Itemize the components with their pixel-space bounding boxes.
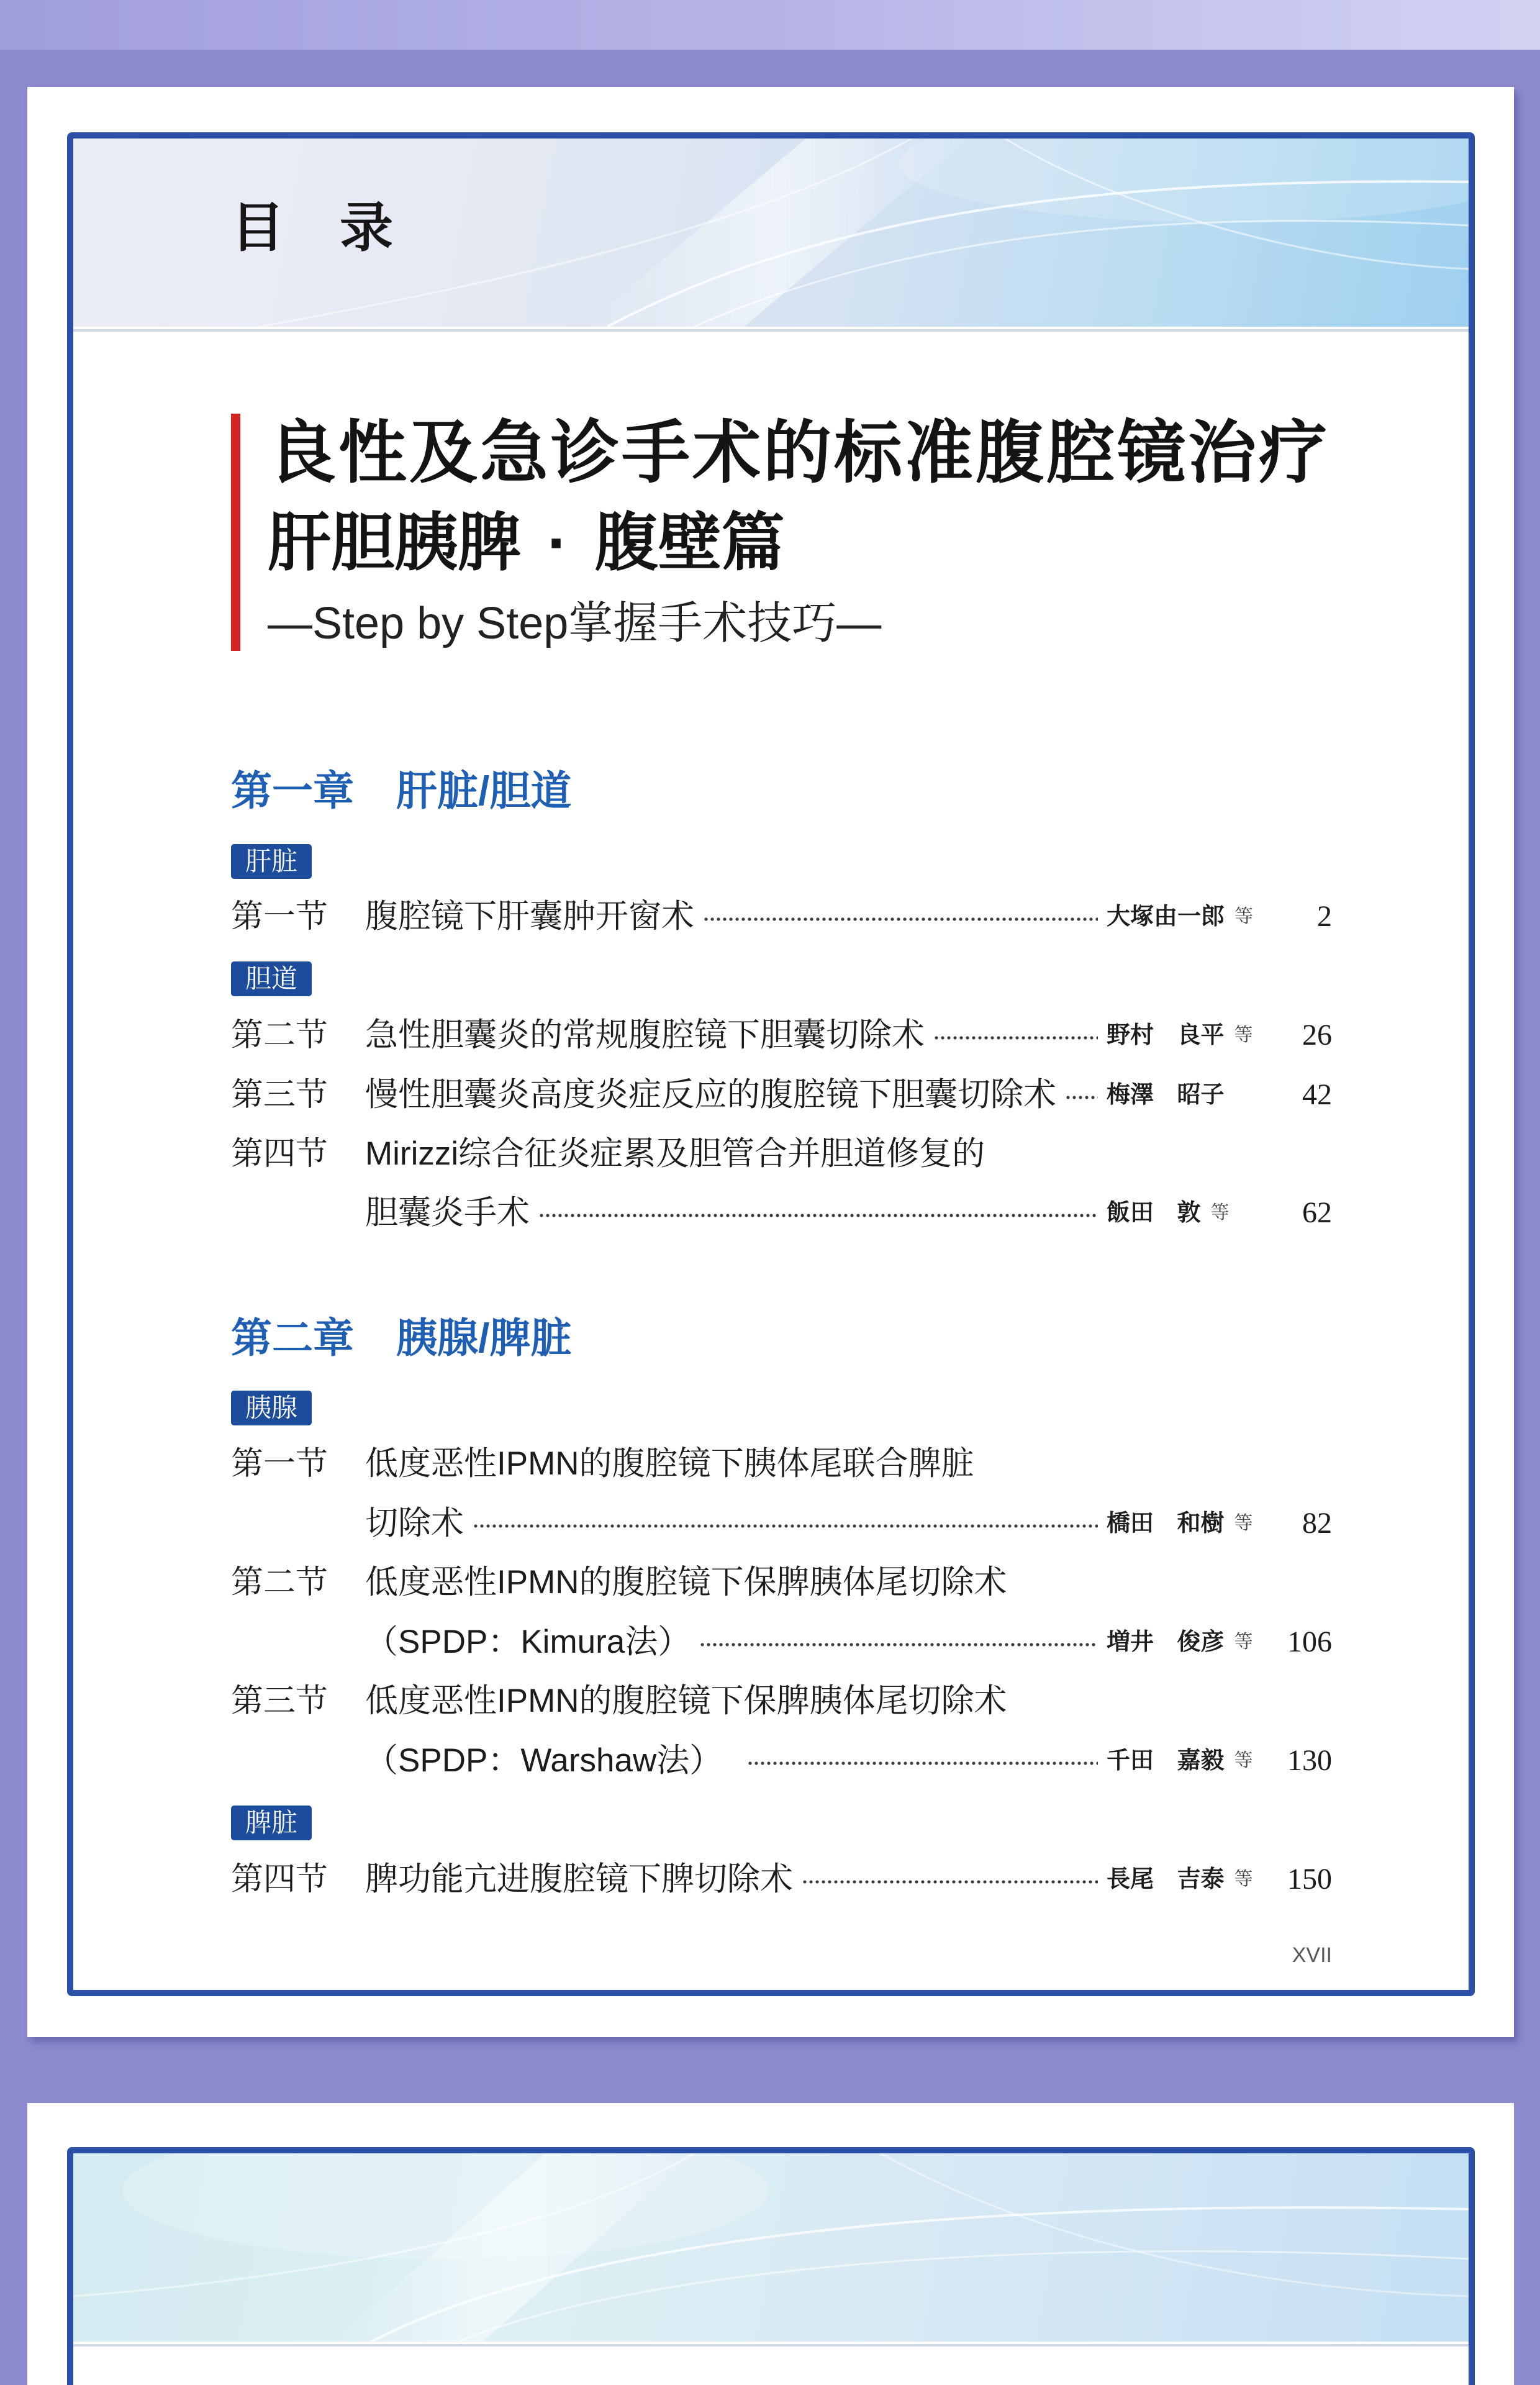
book-subtitle: —Step by Step掌握手术技巧— (268, 599, 882, 648)
toc-entry-row-continuation (231, 1505, 1332, 1542)
author-name: 千田 嘉毅 (1107, 1748, 1225, 1774)
author-name: 梅澤 昭子 (1107, 1082, 1225, 1108)
entry-title: 慢性胆囊炎高度炎症反应的腹腔镜下胆囊切除术 (365, 1076, 1056, 1113)
section-number: 第三节 (231, 1683, 328, 1719)
section-number: 第二节 (231, 1565, 328, 1601)
entry-meta (1107, 1505, 1332, 1542)
author-name: 増井 俊彦 (1107, 1629, 1225, 1655)
leader-dots (699, 1642, 1098, 1648)
author-name: 野村 良平 (1107, 1022, 1225, 1048)
toc-entry-row (231, 1017, 1332, 1054)
section-number: 第一节 (231, 899, 328, 935)
header-decoration (73, 2153, 1469, 2342)
entry-meta (1107, 1742, 1332, 1779)
et-al-marker: 等 (1210, 1202, 1230, 1223)
page-number: 130 (1287, 1744, 1332, 1777)
section-number: 第四节 (231, 1136, 328, 1172)
decorative-swoosh (881, 2153, 1469, 2296)
entry-title: 低度恶性IPMN的腹腔镜下保脾胰体尾切除术 (365, 1564, 1007, 1601)
chapter-title: 肝脏/胆道 (396, 768, 572, 814)
toc-entry-row (231, 1445, 1332, 1483)
et-al-marker: 等 (1234, 1869, 1253, 1889)
toc-entry-row-continuation (231, 1624, 1332, 1661)
header-divider (73, 2344, 1469, 2346)
page-number: 150 (1287, 1863, 1332, 1896)
page-number: 62 (1302, 1196, 1332, 1229)
page-top-band (0, 0, 1540, 50)
page-number: 82 (1302, 1507, 1332, 1540)
entry-title-continuation: （SPDP：Kimura法） (365, 1624, 691, 1660)
next-page-header-band (73, 2153, 1469, 2342)
toc-entry-row (231, 1683, 1332, 1720)
entry-title: 腹腔镜下肝囊肿开窗术 (365, 898, 694, 935)
toc-entry-row-continuation (231, 1194, 1332, 1232)
section-number: 第四节 (231, 1861, 328, 1897)
leader-dots (473, 1523, 1098, 1529)
author-name: 橋田 和樹 (1107, 1510, 1225, 1537)
entry-meta (1107, 898, 1332, 935)
entry-title: 脾功能亢进腹腔镜下脾切除术 (365, 1861, 793, 1897)
toc-entry-row (231, 1135, 1332, 1173)
section-number: 第一节 (231, 1446, 328, 1482)
author-name: 長尾 吉泰 (1107, 1866, 1225, 1892)
chapter-heading (231, 1313, 571, 1363)
et-al-marker: 等 (1234, 906, 1254, 927)
chapter-title: 胰腺/脾脏 (396, 1315, 572, 1361)
entry-title: 急性胆囊炎的常规腹腔镜下胆囊切除术 (365, 1017, 925, 1053)
subsection-badge: 胰腺 (231, 1391, 312, 1425)
entry-meta (1107, 1076, 1332, 1114)
chapter-number: 第一章 (231, 768, 354, 814)
entry-title-continuation: 胆囊炎手术 (365, 1194, 530, 1231)
section-number: 第二节 (231, 1017, 328, 1053)
subsection-badge: 胆道 (231, 961, 312, 996)
leader-dots (933, 1035, 1098, 1041)
et-al-marker: 等 (1234, 1632, 1253, 1652)
author-name: 大塚由一郎 (1107, 904, 1225, 930)
toc-heading: 目 录 (231, 197, 393, 259)
toc-entry-row (231, 1564, 1332, 1601)
section-number: 第三节 (231, 1077, 328, 1113)
entry-meta (1107, 1861, 1332, 1898)
et-al-marker: 等 (1234, 1025, 1253, 1045)
entry-title: Mirizzi综合征炎症累及胆管合并胆道修复的 (365, 1135, 985, 1172)
page-folio: XVII (1292, 1943, 1332, 1967)
next-page-frame (67, 2147, 1475, 2385)
entry-meta (1107, 1017, 1332, 1054)
entry-title-continuation: 切除术 (365, 1505, 464, 1542)
toc-entry-row (231, 898, 1332, 935)
et-al-marker: 等 (1234, 1750, 1253, 1771)
page-number: 42 (1302, 1078, 1332, 1111)
decorative-swoosh (458, 2251, 1469, 2342)
title-accent-bar (231, 414, 240, 651)
entry-title: 低度恶性IPMN的腹腔镜下胰体尾联合脾脏 (365, 1445, 974, 1482)
leader-dots (538, 1212, 1098, 1219)
entry-meta (1107, 1624, 1332, 1661)
page-number: 26 (1302, 1019, 1332, 1052)
chapter-number: 第二章 (231, 1315, 354, 1361)
entry-title-continuation: （SPDP：Warshaw法） (365, 1742, 723, 1779)
toc-entry-row-continuation (231, 1742, 1332, 1779)
leader-dots (1065, 1094, 1098, 1101)
leader-dots (703, 916, 1098, 922)
toc-entry-row (231, 1861, 1332, 1898)
toc-entry-row (231, 1076, 1332, 1114)
entry-meta (1107, 1194, 1332, 1232)
et-al-marker: 等 (1234, 1513, 1253, 1533)
subsection-badge: 肝脏 (231, 844, 312, 879)
page-number: 2 (1317, 900, 1332, 933)
entry-title: 低度恶性IPMN的腹腔镜下保脾胰体尾切除术 (365, 1683, 1007, 1719)
chapter-heading (231, 766, 571, 815)
page-number: 106 (1287, 1625, 1332, 1658)
leader-dots (802, 1879, 1098, 1885)
book-volume-title: 肝胆胰脾 · 腹壁篇 (268, 507, 785, 578)
author-name: 飯田 敦 (1107, 1200, 1201, 1226)
subsection-badge: 脾脏 (231, 1806, 312, 1840)
book-title: 良性及急诊手术的标准腹腔镜治疗 (268, 415, 1329, 491)
leader-dots (747, 1760, 1098, 1766)
header-divider (73, 329, 1469, 332)
